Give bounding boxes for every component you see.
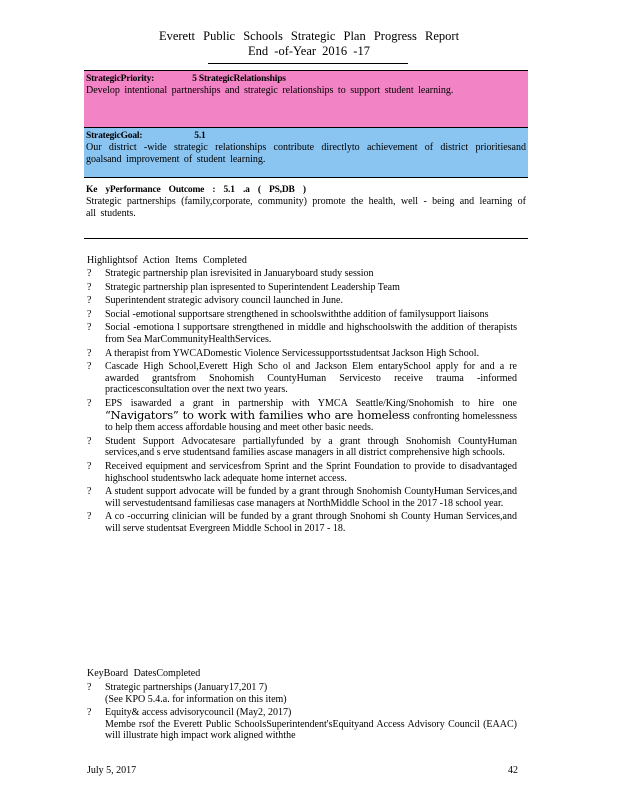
bullet-glyph: ?: [87, 361, 92, 373]
list-item: ? Social -emotiona l supportsare strengthened in middle and highschoolswith the addition of therapists from Sea MarCommunityHealthServices.: [87, 322, 517, 345]
list-item: ? Strategic partnership plan isrevisited in Januaryboard study session: [87, 268, 374, 279]
list-item: ? A student support advocate will be funded by a grant through Snohomish CountyHuman Services,and will servestudentsand familiesas case managers at NorthMiddle School in the 2017 -18 school year.: [87, 486, 517, 509]
list-item: ? A therapist from YWCADomestic Violence Servicessupportsstudentsat Jackson High School.: [87, 347, 480, 359]
list-item: ? Strategic partnership plan ispresented to Superintendent Leadership Team: [87, 281, 400, 293]
list-item: ? A co -occurring clinician will be funded by a grant through Snohomi sh County Human Services,and will serve studentsat Evergreen Middle School in 2017 - 18.: [87, 511, 517, 534]
bullet-glyph: ?: [87, 308, 92, 320]
bullet-glyph: ?: [87, 435, 92, 447]
bullet-glyph: ?: [87, 707, 92, 719]
report-subtitle: End -of-Year 2016 -17: [248, 44, 370, 58]
priority-label: StrategicPriority:: [86, 74, 155, 84]
list-item: ? EPS isawarded a grant in partnership with YMCA Seattle/King/Snohomish to hire one “Navigators” to work with families who are homeless confronting homelessness to help them access affordable housing and meet other basic needs.: [87, 397, 517, 434]
goal-value: 5.1: [194, 131, 206, 141]
section-divider: [84, 238, 528, 239]
strategic-goal-box: [84, 128, 528, 178]
bullet-glyph: ?: [87, 322, 92, 334]
bullet-glyph: ?: [87, 347, 92, 359]
bullet-glyph: ?: [87, 460, 92, 472]
priority-label-row: [86, 73, 526, 85]
board-dates-heading: KeyBoard DatesCompleted: [87, 668, 201, 679]
list-item-note: Membe rsof the Everett Public SchoolsSuperintendent'sEquityand Access Advisory Council (EAAC) will illustrate high impact work aligned withthe: [105, 718, 517, 742]
highlights-list: [87, 268, 517, 536]
bullet-glyph: ?: [87, 281, 92, 293]
list-item: ? Equity& access advisorycouncil (May2, 2017): [87, 707, 292, 719]
bullet-glyph: ?: [87, 682, 92, 693]
list-item: ? Student Support Advocatesare partiallyfunded by a grant through Snohomish CountyHuman services,and s erve studentsand families ascase managers in all district comprehensive high schools.: [87, 435, 517, 459]
bullet-glyph: ?: [87, 397, 92, 409]
page-number: 42: [508, 765, 518, 776]
bullet-glyph: ?: [87, 511, 92, 523]
bullet-glyph: ?: [87, 295, 92, 307]
kpo-label: Ke yPerformance Outcome : 5.1 .a ( PS,DB ): [86, 185, 306, 195]
goal-label-row: [86, 130, 526, 142]
highlights-heading: Highlightsof Action Items Completed: [87, 255, 247, 266]
goal-label: StrategicGoal:: [86, 131, 143, 141]
kpo-text: Strategic partnerships (family,corporate, community) promote the health, well - being and learning of all students.: [86, 196, 526, 219]
list-item: ? Cascade High School,Everett High Scho ol and Jackson Elem entarySchool apply for and a re awarded grantsfrom Snohomish CountyHuman Servicesto receive trauma -informed practicesconsultation over the next two years.: [87, 361, 517, 396]
report-title: Everett Public Schools Strategic Plan Progress Report: [158, 29, 460, 43]
navigators-quote: “Navigators” to work with families who are homeless: [105, 407, 410, 422]
priority-value: 5 StrategicRelationships: [192, 74, 286, 84]
kpo-box: [84, 182, 528, 226]
board-dates-list: [87, 682, 517, 744]
list-item-note: (See KPO 5.4.a. for information on this item): [105, 693, 287, 705]
title-divider: [208, 63, 408, 64]
list-item: ? Superintendent strategic advisory council launched in June.: [87, 295, 343, 307]
priority-text: Develop intentional partnerships and strategic relationships to support student learning.: [86, 85, 454, 96]
list-item: ? Received equipment and servicesfrom Sprint and the Sprint Foundation to provide to disadvantaged highschool studentswho lack adequate home internet access.: [87, 460, 517, 484]
bullet-glyph: ?: [87, 268, 92, 279]
list-item: ? Social -emotional supportsare strengthened in schoolswiththe addition of familysupport liaisons: [87, 308, 489, 320]
bullet-glyph: ?: [87, 486, 92, 498]
strategic-priority-box: [84, 70, 528, 128]
footer-date: July 5, 2017: [87, 765, 137, 776]
list-item: ? Strategic partnerships (January17,201 7): [87, 682, 268, 693]
goal-text: Our district -wide strategic relationships contribute directlyto achievement of district prioritiesand goalsand improvement of student learning.: [86, 142, 526, 165]
